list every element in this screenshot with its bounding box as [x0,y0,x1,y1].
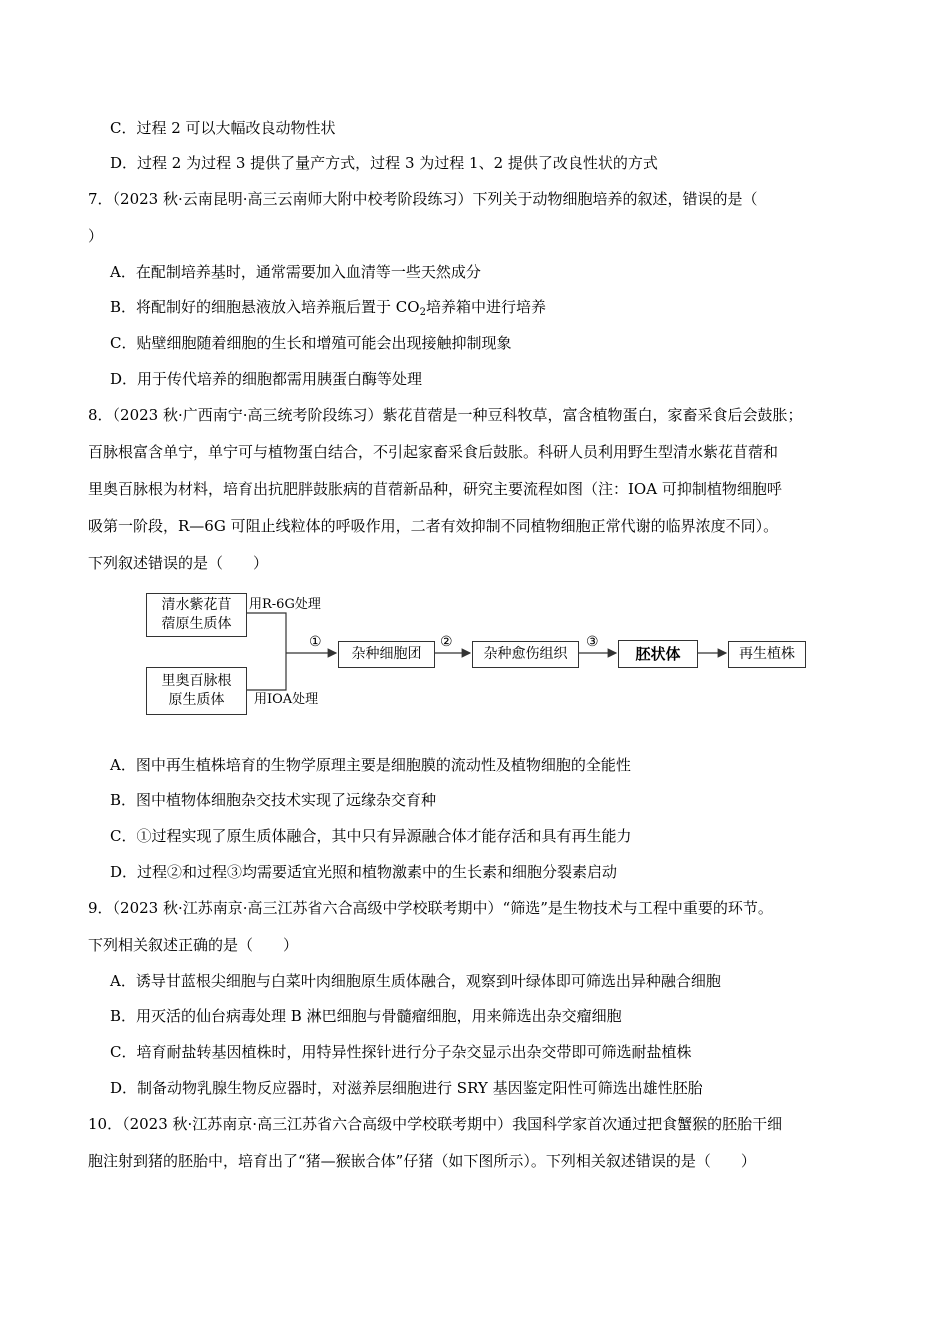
box-embryoid: 胚状体 [618,640,698,668]
q8-option-a: A．图中再生植株培育的生物学原理主要是细胞膜的流动性及植物细胞的全能性 [110,756,631,774]
q9-stem-line1: 9．（2023 秋·江苏南京·高三江苏省六合高级中学校联考期中）“筛选”是生物技术与工程中重要的环节。 [88,899,773,917]
box-alfalfa-line2: 蓿原生质体 [161,616,232,632]
label-step1: ① [309,634,322,650]
box-lotus-line1: 里奥百脉根 [161,673,232,689]
label-r6g-treatment: 用R-6G处理 [249,597,321,612]
box-lotus-protoplast [146,667,247,715]
q7-option-a: A．在配制培养基时，通常需要加入血清等一些天然成分 [110,263,481,281]
q9-stem-line2: 下列相关叙述正确的是（ ） [88,936,299,954]
box-alfalfa-protoplast [146,593,247,637]
q8-stem-line4: 吸第一阶段，R—6G 可阻止线粒体的呼吸作用，二者有效抑制不同植物细胞正常代谢的临界浓度不同）。 [88,517,779,535]
box-hybrid-cell-mass: 杂种细胞团 [338,641,435,668]
connector-bottom [246,653,286,690]
q8-stem-line1: 8．（2023 秋·广西南宁·高三统考阶段练习）紫花苜蓿是一种豆科牧草，富含植物蛋白，家畜采食后会鼓胀； [88,406,803,424]
q6-option-d: D．过程 2 为过程 3 提供了量产方式，过程 3 为过程 1、2 提供了改良性状的方式 [110,154,658,172]
q8-option-b: B．图中植物体细胞杂交技术实现了远缘杂交育种 [110,791,437,809]
q8-stem-line5: 下列叙述错误的是（ ） [88,554,269,572]
q7-option-d: D．用于传代培养的细胞都需用胰蛋白酶等处理 [110,370,423,388]
q9-option-c: C．培育耐盐转基因植株时，用特异性探针进行分子杂交显示出杂交带即可筛选耐盐植株 [110,1043,692,1061]
label-ioa-treatment: 用IOA处理 [254,692,319,707]
q7-option-b-text: B．将配制好的细胞悬液放入培养瓶后置于 CO [110,298,420,316]
box-hybrid-callus: 杂种愈伤组织 [472,641,579,668]
q10-stem-line1: 10．（2023 秋·江苏南京·高三江苏省六合高级中学校联考期中）我国科学家首次通过把食蟹猴的胚胎干细 [88,1115,783,1133]
box-alfalfa-line1: 清水紫花苜 [161,597,232,613]
q7-stem: 7．（2023 秋·云南昆明·高三云南师大附中校考阶段练习）下列关于动物细胞培养的叙述，错误的是（ [88,190,758,208]
q9-option-d: D．制备动物乳腺生物反应器时，对滋养层细胞进行 SRY 基因鉴定阳性可筛选出雄性胚胎 [110,1079,703,1097]
q7-option-b-subscript: 2 [419,307,426,318]
label-step3: ③ [586,634,599,650]
q8-stem-line3: 里奥百脉根为材料，培育出抗肥胖鼓胀病的苜蓿新品种，研究主要流程如图（注：IOA 可抑制植物细胞呼 [88,480,782,498]
q6-option-c: C．过程 2 可以大幅改良动物性状 [110,119,336,137]
box-regenerated-plant: 再生植株 [728,641,806,668]
label-step2: ② [440,634,453,650]
q8-option-c: C．①过程实现了原生质体融合，其中只有异源融合体才能存活和具有再生能力 [110,827,632,845]
q8-option-d: D．过程②和过程③均需要适宜光照和植物激素中的生长素和细胞分裂素启动 [110,863,618,881]
connector-top [246,613,286,653]
q10-stem-line2: 胞注射到猪的胚胎中，培育出了“猪—猴嵌合体”仔猪（如下图所示）。下列相关叙述错误的是（ ） [88,1152,756,1170]
q7-stem-end: ） [88,227,104,245]
q8-stem-line2: 百脉根富含单宁，单宁可与植物蛋白结合，不引起家畜采食后鼓胀。科研人员利用野生型清水紫花苜蓿和 [88,443,779,461]
q7-option-b-text-end: 培养箱中进行培养 [425,298,546,316]
q9-option-b: B．用灭活的仙台病毒处理 B 淋巴细胞与骨髓瘤细胞，用来筛选出杂交瘤细胞 [110,1007,622,1025]
q9-option-a: A．诱导甘蓝根尖细胞与白菜叶肉细胞原生质体融合，观察到叶绿体即可筛选出异种融合细胞 [110,972,721,990]
box-lotus-line2: 原生质体 [168,692,225,708]
q7-option-c: C．贴壁细胞随着细胞的生长和增殖可能会出现接触抑制现象 [110,334,512,352]
